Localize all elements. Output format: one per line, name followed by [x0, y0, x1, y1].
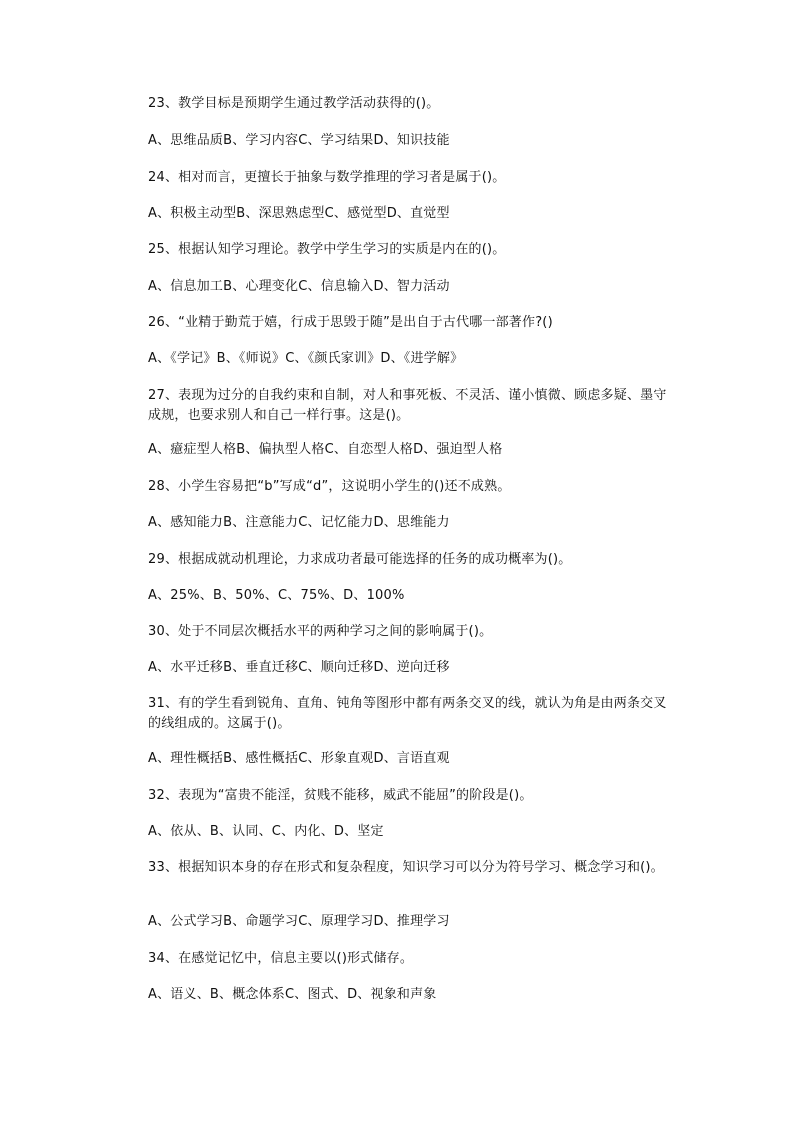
- question-27: 27、表现为过分的自我约束和自制，对人和事死板、不灵活、谨小慎微、顾虑多疑、墨守成规，也要求别人和自己一样行事。这是()。: [148, 388, 667, 423]
- question-31: 31、有的学生看到锐角、直角、钝角等图形中都有两条交叉的线，就认为角是由两条交叉的线组成的。这属于()。: [148, 696, 667, 731]
- question-29: 29、根据成就动机理论，力求成功者最可能选择的任务的成功概率为()。: [148, 552, 572, 567]
- question-26: 26、“业精于勤荒于嬉，行成于思毁于随”是出自于古代哪一部著作?(): [148, 315, 553, 330]
- options-34: A、语义、B、概念体系C、图式、D、视象和声象: [148, 987, 437, 1002]
- options-30: A、水平迁移B、垂直迁移C、顺向迁移D、逆向迁移: [148, 660, 450, 675]
- question-30: 30、处于不同层次概括水平的两种学习之间的影响属于()。: [148, 624, 493, 639]
- options-33: A、公式学习B、命题学习C、原理学习D、推理学习: [148, 914, 450, 929]
- options-25: A、信息加工B、心理变化C、信息输入D、智力活动: [148, 279, 450, 294]
- options-27: A、癔症型人格B、偏执型人格C、自恋型人格D、强迫型人格: [148, 442, 503, 457]
- options-32: A、依从、B、认同、C、内化、D、坚定: [148, 824, 384, 839]
- options-23: A、思维品质B、学习内容C、学习结果D、知识技能: [148, 133, 450, 148]
- question-33: 33、根据知识本身的存在形式和复杂程度，知识学习可以分为符号学习、概念学习和()。: [148, 860, 664, 875]
- options-29: A、25%、B、50%、C、75%、D、100%: [148, 588, 405, 603]
- options-31: A、理性概括B、感性概括C、形象直观D、言语直观: [148, 751, 450, 766]
- question-32: 32、表现为“富贵不能淫，贫贱不能移，威武不能屈”的阶段是()。: [148, 788, 533, 803]
- options-28: A、感知能力B、注意能力C、记忆能力D、思维能力: [148, 515, 450, 530]
- question-28: 28、小学生容易把“b”写成“d”，这说明小学生的()还不成熟。: [148, 479, 511, 494]
- question-24: 24、相对而言，更擅长于抽象与数学推理的学习者是属于()。: [148, 170, 506, 185]
- options-26: A、《学记》B、《师说》C、《颜氏家训》D、《进学解》: [148, 351, 464, 366]
- question-34: 34、在感觉记忆中，信息主要以()形式储存。: [148, 951, 414, 966]
- options-24: A、积极主动型B、深思熟虑型C、感觉型D、直觉型: [148, 206, 450, 221]
- question-23: 23、教学目标是预期学生通过教学活动获得的()。: [148, 96, 440, 111]
- question-25: 25、根据认知学习理论。教学中学生学习的实质是内在的()。: [148, 242, 506, 257]
